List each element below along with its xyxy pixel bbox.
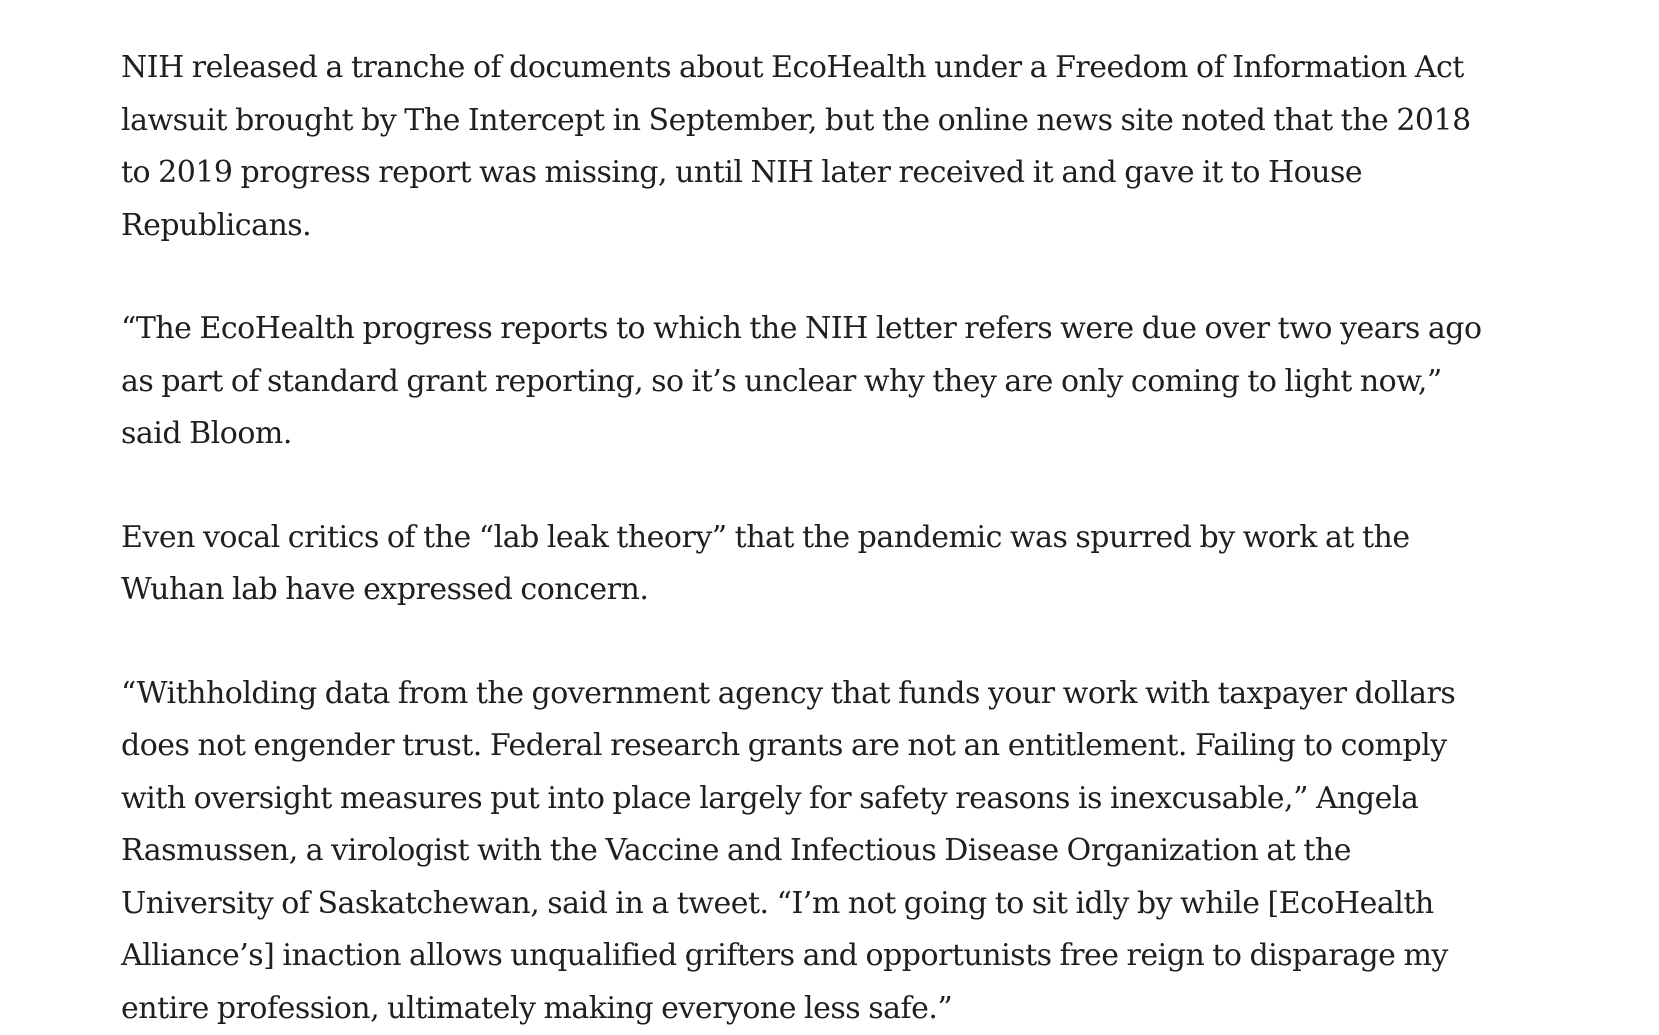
article-body <box>121 42 1501 1035</box>
paragraph-foia-release: NIH released a tranche of documents about EcoHealth under a Freedom of Information Act lawsuit brought by The Intercept in September, but the online news site noted that the 2018 to 2019 progress report was missing, until NIH later received it and gave it to House Republicans. <box>121 42 1501 252</box>
paragraph-rasmussen-quote: “Withholding data from the government agency that funds your work with taxpayer dollars does not engender trust. Federal research grants are not an entitlement. Failing to comply with oversight measures put into place largely for safety reasons is inexcusable,” Angela Rasmussen, a virologist with the Vaccine and Infectious Disease Organization at the University of Saskatchewan, said in a tweet. “I’m not going to sit idly by while [EcoHealth Alliance’s] inaction allows unqualified grifters and opportunists free reign to disparage my entire profession, ultimately making everyone less safe.” <box>121 668 1501 1035</box>
paragraph-lab-leak-critics: Even vocal critics of the “lab leak theory” that the pandemic was spurred by work at the Wuhan lab have expressed concern. <box>121 512 1501 617</box>
paragraph-bloom-quote: “The EcoHealth progress reports to which the NIH letter refers were due over two years ago as part of standard grant reporting, so it’s unclear why they are only coming to light now,” said Bloom. <box>121 303 1501 461</box>
